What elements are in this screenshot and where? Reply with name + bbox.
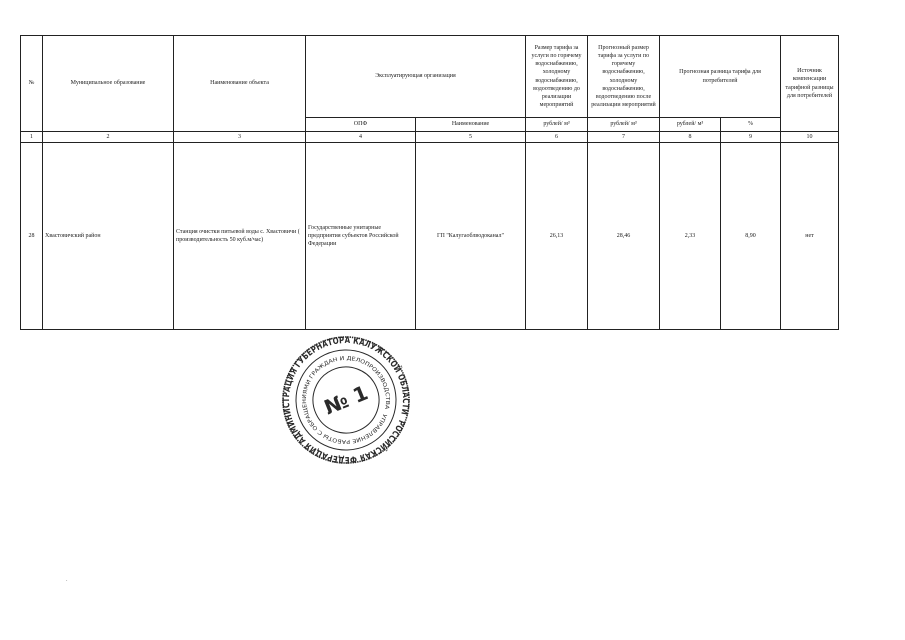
row-compensation: нет <box>781 143 839 330</box>
header-object-name: Наименование объекта <box>174 36 306 132</box>
column-number-row <box>21 132 839 143</box>
stamp-inner-text: УПРАВЛЕНИЕ РАБОТЫ С ОБРАЩЕНИЯМИ ГРАЖДАН И ДЕЛОПРОИЗВОДСТВА <box>301 355 391 445</box>
row-tariff-before: 26,13 <box>526 143 588 330</box>
subheader-unit-before: рублей/ м³ <box>526 118 588 132</box>
row-diff-rub: 2,33 <box>660 143 721 330</box>
tariff-table <box>20 35 839 330</box>
header-no: № <box>21 36 43 132</box>
table-row <box>21 143 839 330</box>
column-number: 8 <box>660 132 721 143</box>
subheader-name: Наименование <box>416 118 526 132</box>
column-number: 5 <box>416 132 526 143</box>
header-operator: Эксплуатирующая организация <box>306 36 526 118</box>
column-number: 1 <box>21 132 43 143</box>
column-number: 2 <box>43 132 174 143</box>
row-tariff-after: 28,46 <box>588 143 660 330</box>
header-municipality: Муниципальное образование <box>43 36 174 132</box>
subheader-opf: ОПФ <box>306 118 416 132</box>
header-compensation-source: Источник компенсации тарифной разницы для потребителей <box>781 36 839 132</box>
stamp-outer-text: РОССИЙСКАЯ ФЕДЕРАЦИЯ АДМИНИСТРАЦИЯ ГУБЕРНАТОРА КАЛУЖСКОЙ ОБЛАСТИ <box>281 335 411 465</box>
column-number: 6 <box>526 132 588 143</box>
header-forecast-diff: Прогнозная разница тарифа для потребителей <box>660 36 781 118</box>
scan-mark: . <box>66 577 68 583</box>
column-number: 10 <box>781 132 839 143</box>
stamp-number: № 1 <box>320 380 372 420</box>
header-tariff-after: Прогнозный размер тарифа за услуги по горячему водоснабжению, холодному водоснабжению, водоотведению после реализации мероприятий <box>588 36 660 118</box>
header-tariff-before: Размер тарифа за услуги по горячему водоснабжению, холодному водоснабжению, водоотведению до реализации мероприятий <box>526 36 588 118</box>
subheader-unit-after: рублей/ м³ <box>588 118 660 132</box>
row-operator-name: ГП "Калугаоблводоканал" <box>416 143 526 330</box>
subheader-percent: % <box>721 118 781 132</box>
column-number: 7 <box>588 132 660 143</box>
row-object-name: Станция очистки питьевой воды с. Хвастовичи ( производительность 50 куб.м/час) <box>174 143 306 330</box>
row-no: 28 <box>21 143 43 330</box>
subheader-unit-diff: рублей/ м³ <box>660 118 721 132</box>
column-number: 9 <box>721 132 781 143</box>
column-number: 3 <box>174 132 306 143</box>
column-number: 4 <box>306 132 416 143</box>
row-municipality: Хвастовичский район <box>43 143 174 330</box>
row-opf: Государственные унитарные предприятия субъектов Российской Федерации <box>306 143 416 330</box>
official-stamp <box>280 334 412 466</box>
row-diff-percent: 8,90 <box>721 143 781 330</box>
